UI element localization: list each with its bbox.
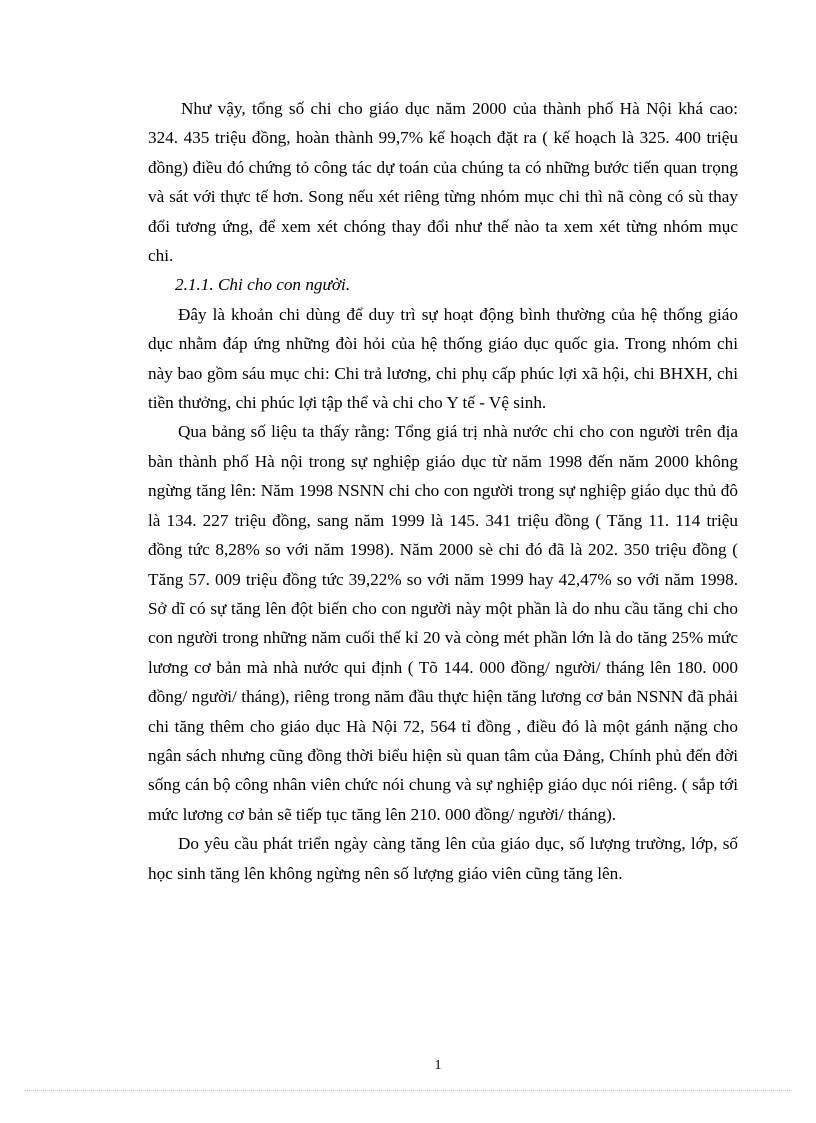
page-number: 1 xyxy=(434,1058,442,1073)
section-paragraph-definition: Đây là khoản chi dùng để duy trì sự hoạt động bình thường của hệ thống giáo dục nhằm đáp ứng những đòi hỏi của hệ thống giáo dục quốc gia. Trong nhóm chi này bao gồm sáu mục chi: Chi trả lương, chi phụ cấp phúc lợi xã hội, chi BHXH, chi tiền thưởng, chi phúc lợi tập thể và chi cho Y tế - Vệ sinh. xyxy=(148,304,738,413)
section-heading: 2.1.1. Chi cho con người. xyxy=(175,275,351,295)
intro-paragraph: Như vậy, tổng số chi cho giáo dục năm 2000 của thành phố Hà Nội khá cao: 324. 435 triệu đồng, hoàn thành 99,7% kế hoạch đặt ra ( kế hoạch là 325. 400 triệu đồng) điều đó chứng tỏ công tác dự toán của chúng ta có những bước tiến quan trọng và sát với thực tế hơn. Song nếu xét riêng từng nhóm mục chi thì nã còng có sù thay đổi tương ứng, để xem xét chóng thay đổi như thế nào ta xem xét từng nhóm mục chi. xyxy=(148,99,738,266)
document-body xyxy=(148,94,738,888)
section-paragraph-analysis: Qua bảng số liệu ta thấy rằng: Tổng giá trị nhà nước chi cho con người trên địa bàn thành phố Hà nội trong sự nghiệp giáo dục từ năm 1998 đến năm 2000 không ngừng tăng lên: Năm 1998 NSNN chi cho con người trong sự nghiệp giáo dục thủ đô là 134. 227 triệu đồng, sang năm 1999 là 145. 341 triệu đồng ( Tăng 11. 114 triệu đồng tức 8,28% so với năm 1998). Năm 2000 sè chi đó đã là 202. 350 triệu đồng ( Tăng 57. 009 triệu đồng tức 39,22% so với năm 1999 hay 42,47% so với năm 1998. Sở dĩ có sự tăng lên đột biến cho con người này một phần là do nhu cầu tăng chi cho con người trong những năm cuối thế kỉ 20 và còng mét phần lớn là do tăng 25% mức lương cơ bản mà nhà nước qui định ( Tõ 144. 000 đồng/ người/ tháng lên 180. 000 đồng/ người/ tháng), riêng trong năm đầu thực hiện tăng lương cơ bản NSNN đã phải chi tăng thêm cho giáo dục Hà Nội 72, 564 tỉ đồng , điều đó là một gánh nặng cho ngân sách nhưng cũng đồng thời biểu hiện sù quan tâm của Đảng, Chính phủ đến đời sống cán bộ công nhân viên chức nói chung và sự nghiệp giáo dục nói riêng. ( sắp tới mức lương cơ bản sẽ tiếp tục tăng lên 210. 000 đồng/ người/ tháng). xyxy=(148,422,738,824)
page-bottom-border xyxy=(24,1090,792,1091)
section-paragraph-teachers: Do yêu cầu phát triển ngày càng tăng lên của giáo dục, số lượng trường, lớp, số học sinh tăng lên không ngừng nên số lượng giáo viên cũng tăng lên. xyxy=(148,834,738,883)
